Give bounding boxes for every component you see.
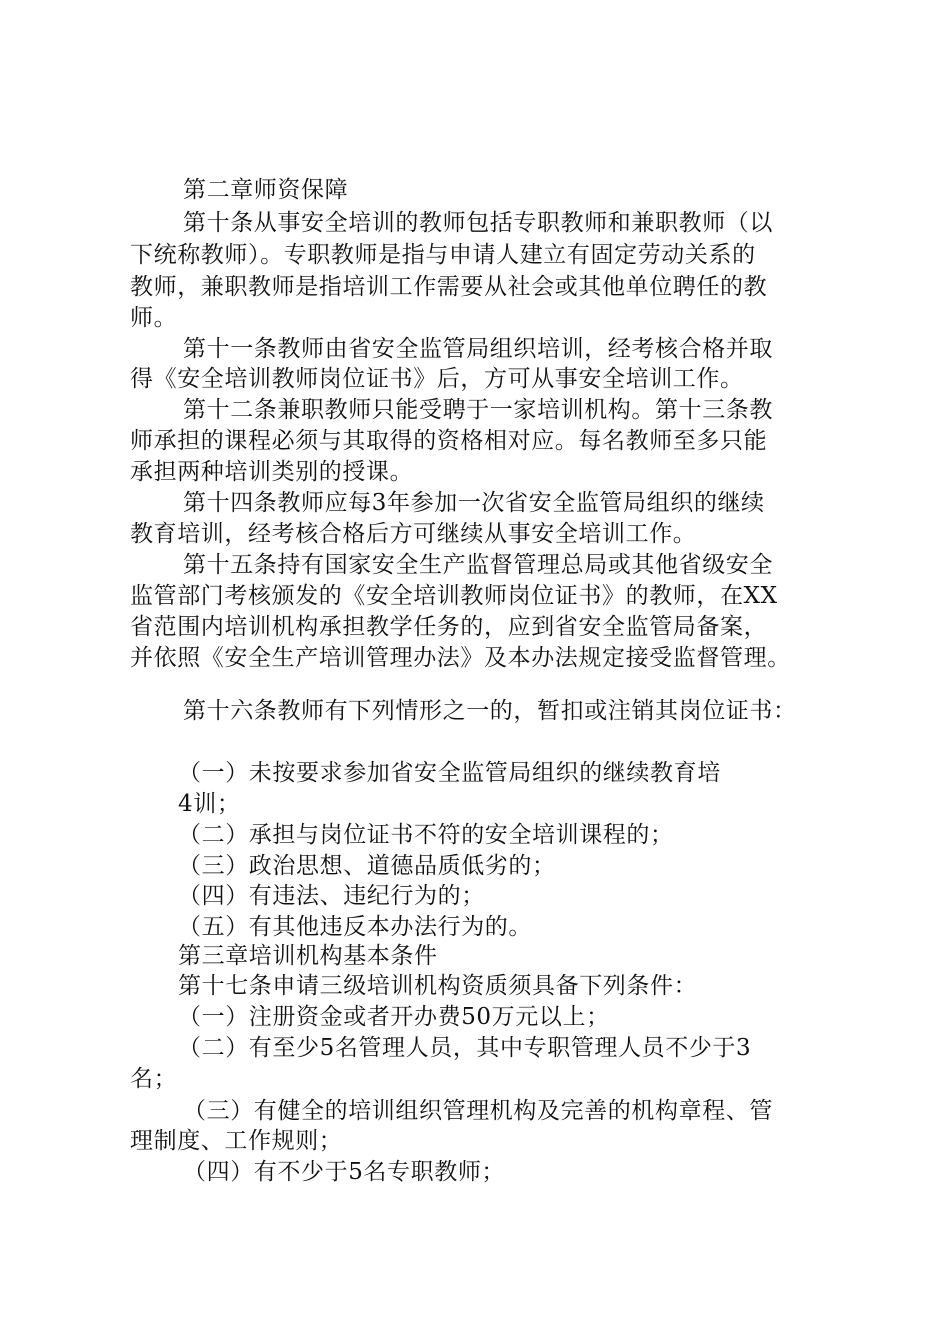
article-10-line-3: 教师，兼职教师是指培训工作需要从社会或其他单位聘任的教 xyxy=(130,274,768,300)
article-16-item-3: （三）政治思想、道德品质低劣的； xyxy=(178,853,556,879)
article-17-line: 第十七条申请三级培训机构资质须具备下列条件： xyxy=(178,973,698,999)
chapter-3-heading: 第三章培训机构基本条件 xyxy=(178,943,438,969)
article-16-item-1-line-1: （一）未按要求参加省安全监管局组织的继续教育培 xyxy=(178,760,721,786)
article-15-line-3: 省范围内培训机构承担教学任务的，应到省安全监管局备案， xyxy=(130,614,768,640)
article-12-line-3: 承担两种培训类别的授课。 xyxy=(130,459,414,485)
article-17-item-4: （四）有不少于5名专职教师； xyxy=(183,1159,506,1185)
article-12-line-1: 第十二条兼职教师只能受聘于一家培训机构。第十三条教 xyxy=(183,397,773,423)
article-10-line-4: 师。 xyxy=(130,305,178,331)
article-10-line-2: 下统称教师）。专职教师是指与申请人建立有固定劳动关系的 xyxy=(130,242,756,268)
article-12-line-2: 师承担的课程必须与其取得的资格相对应。每名教师至多只能 xyxy=(130,428,768,454)
article-17-item-1: （一）注册资金或者开办费50万元以上； xyxy=(178,1004,610,1030)
article-16-line: 第十六条教师有下列情形之一的，暂扣或注销其岗位证书： xyxy=(183,698,797,724)
article-10-line-1: 第十条从事安全培训的教师包括专职教师和兼职教师（以 xyxy=(183,210,773,236)
article-15-line-4: 并依照《安全生产培训管理办法》及本办法规定接受监督管理。 xyxy=(130,645,791,671)
article-15-line-2: 监管部门考核颁发的《安全培训教师岗位证书》的教师，在XX xyxy=(130,583,778,609)
article-15-line-1: 第十五条持有国家安全生产监督管理总局或其他省级安全 xyxy=(183,552,773,578)
article-11-line-2: 得《安全培训教师岗位证书》后，方可从事安全培训工作。 xyxy=(130,366,744,392)
chapter-2-heading: 第二章师资保障 xyxy=(183,177,349,203)
article-16-item-4: （四）有违法、违纪行为的； xyxy=(178,883,485,909)
article-17-item-3-line-2: 理制度、工作规则； xyxy=(130,1128,343,1154)
article-17-item-3-line-1: （三）有健全的培训组织管理机构及完善的机构章程、管 xyxy=(183,1098,773,1124)
article-16-item-1-line-2: 4训； xyxy=(178,791,241,817)
article-16-item-2: （二）承担与岗位证书不符的安全培训课程的； xyxy=(178,822,674,848)
article-17-item-2-line-1: （二）有至少5名管理人员，其中专职管理人员不少于3 xyxy=(178,1035,752,1061)
article-14-line-1: 第十四条教师应每3年参加一次省安全监管局组织的继续 xyxy=(183,490,765,516)
article-16-item-5: （五）有其他违反本办法行为的。 xyxy=(178,914,532,940)
article-11-line-1: 第十一条教师由省安全监管局组织培训，经考核合格并取 xyxy=(183,336,773,362)
article-14-line-2: 教育培训，经考核合格后方可继续从事安全培训工作。 xyxy=(130,521,697,547)
article-17-item-2-line-2: 名； xyxy=(130,1066,178,1092)
